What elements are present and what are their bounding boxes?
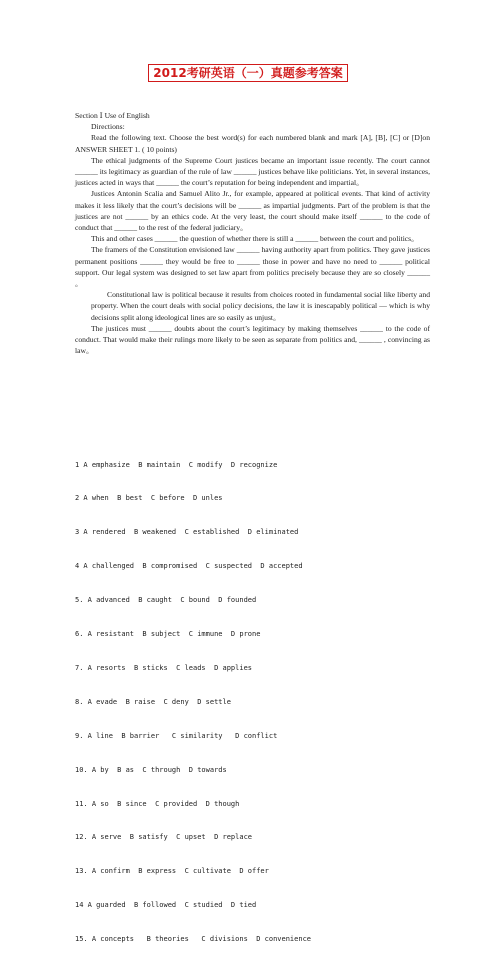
paragraph-4: The framers of the Constitution envisioned law ______ having authority apart from politics. They gave justices permanent positions ______ they would be free to ______ those in power and have no need to ______ political support. Our legal system was designed to set law apart from politics precisely because they are so closely ______ 。 — [75, 245, 430, 289]
option-line: 9. A line B barrier C similarity D conflict — [75, 731, 278, 740]
option-line: 1 A emphasize B maintain C modify D recognize — [75, 460, 278, 469]
option-line: 8. A evade B raise C deny D settle — [75, 697, 231, 706]
directions-text: Read the following text. Choose the best word(s) for each numbered blank and mark [A], [B], [C] or [D]on ANSWER SHEET 1. ( 10 points) — [75, 133, 430, 154]
option-line: 11. A so B since C provided D though — [75, 799, 240, 808]
document-title: 2012考研英语（一）真题参考答案 — [148, 64, 347, 82]
option-line: 15. A concepts B theories C divisions D convenience — [75, 935, 312, 944]
paragraph-5: Constitutional law is political because it results from choices rooted in fundamental social like liberty and property. When the court deals with social policy decisions, the law it is inescapably political — which is why decisions split along ideological lines are so easily as unjust。 — [91, 290, 430, 322]
option-line: 13. A confirm B express C cultivate D offer — [75, 867, 269, 876]
paragraph-3: This and other cases ______ the question of whether there is still a ______ between the court and politics。 — [91, 234, 419, 244]
option-line: 4 A challenged B compromised C suspected D accepted — [75, 562, 303, 571]
option-line: 7. A resorts B sticks C leads D applies — [75, 663, 253, 672]
option-line: 3 A rendered B weakened C established D eliminated — [75, 528, 299, 537]
paragraph-2: Justices Antonin Scalia and Samuel Alito Jr., for example, appeared at political events. That kind of activity makes it less likely that the court’s decisions will be ______ as impartial judgments. Part of the problem is that the justices are not ______ by an ethics code. At the very least, the court should make itself ______ to the code of conduct that ______ to the rest of the federal judiciary。 — [75, 189, 430, 233]
passage — [75, 110, 430, 356]
paragraph-6: The justices must ______ doubts about the court’s legitimacy by making themselves ______ to the code of conduct. That would make their rulings more likely to be seen as separate from politics and, ______ , convincing as law。 — [75, 323, 430, 356]
paragraph-1: The ethical judgments of the Supreme Court justices became an important issue recently. The court cannot ______ its legitimacy as guardian of the rule of law ______ justices behave like politicians. Yet, in several instances, justices acted in ways that ______ the court’s reputation for being independent and impartial。 — [75, 155, 430, 188]
section-heading: Section Ⅰ Use of English — [75, 111, 150, 120]
option-line: 14 A guarded B followed C studied D tied — [75, 901, 257, 910]
option-line: 10. A by B as C through D towards — [75, 765, 227, 774]
title-container — [0, 64, 496, 82]
option-line: 5. A advanced B caught C bound D founded — [75, 596, 257, 605]
option-line: 6. A resistant B subject C immune D prone — [75, 630, 261, 639]
answer-options-list — [75, 437, 435, 968]
option-line: 12. A serve B satisfy C upset D replace — [75, 833, 253, 842]
directions-label: Directions: — [91, 122, 125, 132]
option-line: 2 A when B best C before D unles — [75, 494, 223, 503]
